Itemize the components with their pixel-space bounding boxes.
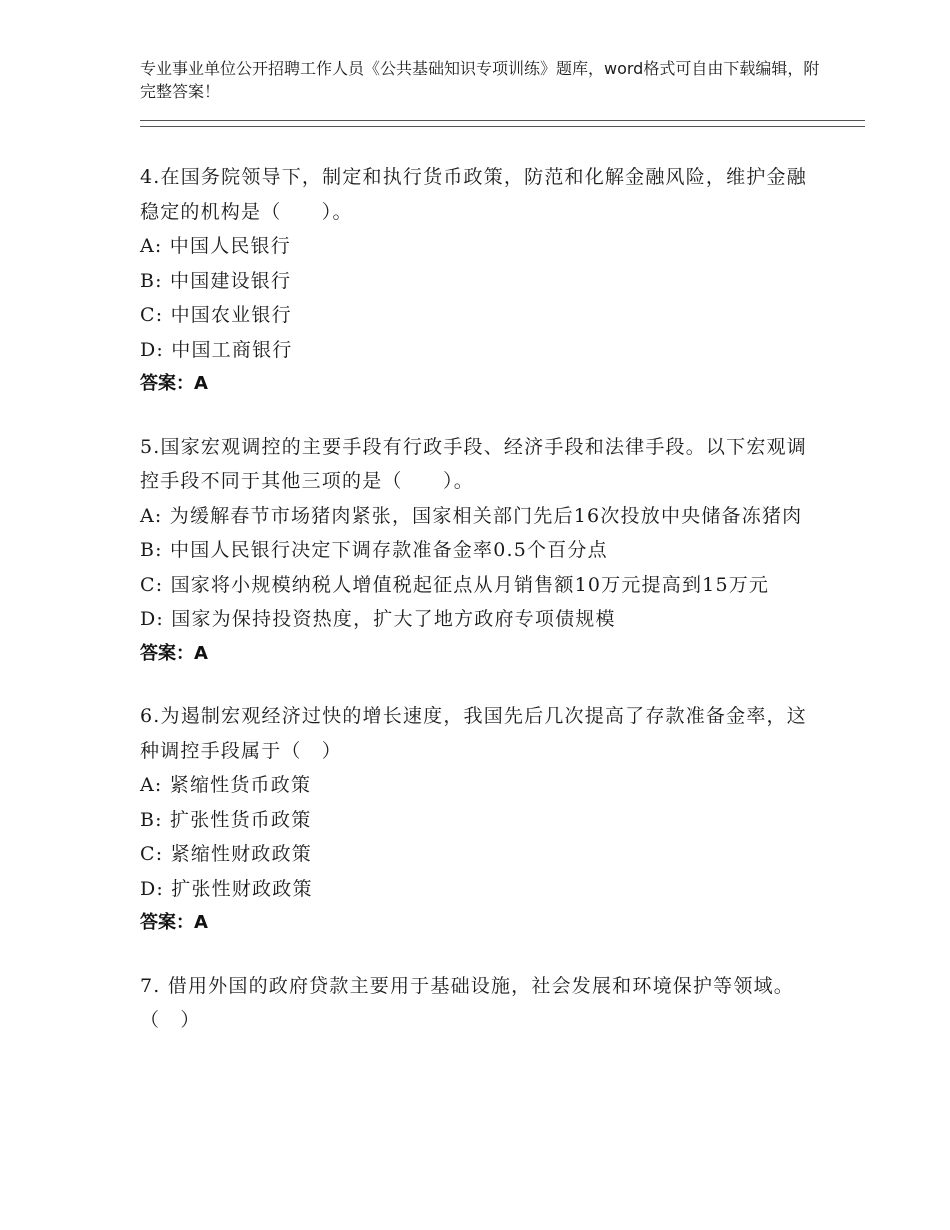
option-b: B: 中国人民银行决定下调存款准备金率0.5个百分点 (140, 539, 608, 561)
option-a: A: 为缓解春节市场猪肉紧张，国家相关部门先后16次投放中央储备冻猪肉 (140, 504, 803, 527)
header-double-rule (140, 120, 865, 127)
option-d: D: 扩张性财政政策 (140, 877, 313, 900)
answer-label: 答案：A (140, 373, 208, 394)
option-b: B: 中国建设银行 (140, 269, 292, 292)
question-5 (140, 430, 810, 672)
option-c: C: 紧缩性财政政策 (140, 843, 312, 865)
option-c: C: 中国农业银行 (140, 304, 292, 326)
answer-label: 答案：A (140, 642, 208, 664)
option-c: C: 国家将小规模纳税人增值税起征点从月销售额10万元提高到15万元 (140, 573, 770, 596)
question-list (140, 160, 810, 1066)
question-stem: 6.为遏制宏观经济过快的增长速度，我国先后几次提高了存款准备金率，这种调控手段属于（ ） (140, 705, 807, 762)
option-a: A: 中国人民银行 (140, 235, 291, 257)
option-d: D: 中国工商银行 (140, 338, 293, 361)
question-7 (140, 969, 810, 1038)
option-d: D: 国家为保持投资热度，扩大了地方政府专项债规模 (140, 608, 616, 630)
page-header: 专业事业单位公开招聘工作人员《公共基础知识专项训练》题库，word格式可自由下载编辑，附完整答案！ (140, 59, 820, 101)
question-4 (140, 160, 810, 402)
option-a: A: 紧缩性货币政策 (140, 774, 312, 796)
option-b: B: 扩张性货币政策 (140, 808, 312, 831)
question-stem: 4.在国务院领导下，制定和执行货币政策，防范和化解金融风险，维护金融稳定的机构是（ ）。 (140, 166, 807, 223)
question-6 (140, 699, 810, 941)
answer-label: 答案：A (140, 912, 208, 933)
question-stem: 7. 借用外国的政府贷款主要用于基础设施，社会发展和环境保护等领域。（ ） (140, 974, 794, 1031)
question-stem: 5.国家宏观调控的主要手段有行政手段、经济手段和法律手段。以下宏观调控手段不同于其他三项的是（ ）。 (140, 435, 807, 492)
